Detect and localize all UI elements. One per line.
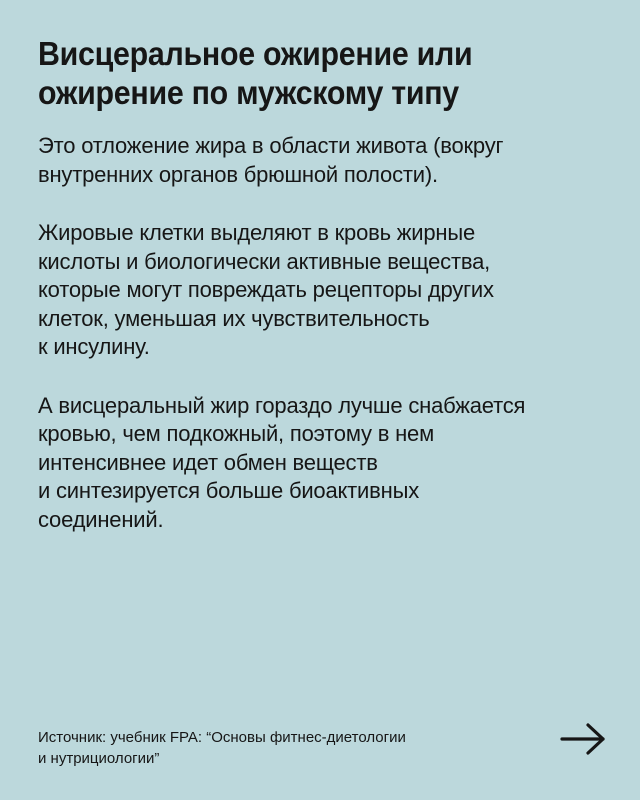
source-line-2: и нутрициологии” <box>38 750 160 767</box>
source-line-1: Источник: учебник FPA: “Основы фитнес-диетологии <box>38 729 406 746</box>
body-text <box>38 132 618 564</box>
paragraph-line: кровью, чем подкожный, поэтому в нем <box>38 421 435 446</box>
paragraph-line: клеток, уменьшая их чувствительность <box>38 305 430 331</box>
paragraph-line: А висцеральный жир гораздо лучше снабжается <box>38 392 526 418</box>
paragraph-line: Жировые клетки выделяют в кровь жирные <box>38 220 476 245</box>
paragraph-line: интенсивнее идет обмен веществ <box>38 449 378 475</box>
paragraph-line: внутренних органов брюшной полости). <box>38 161 438 187</box>
paragraph-line: которые могут повреждать рецепторы других <box>38 277 494 302</box>
paragraph-line: и синтезируется больше биоактивных <box>38 478 419 503</box>
paragraph-line: соединений. <box>38 506 164 532</box>
paragraph-blood-supply <box>38 392 618 535</box>
source-note <box>38 727 518 769</box>
title-line-1: Висцеральное ожирение или <box>38 35 473 72</box>
paragraph-line: кислоты и биологически активные вещества, <box>38 248 491 274</box>
page-title <box>38 34 572 112</box>
paragraph-line: Это отложение жира в области живота (вокруг <box>38 133 504 158</box>
paragraph-definition <box>38 132 618 189</box>
arrow-right-icon[interactable] <box>560 722 606 756</box>
paragraph-fat-cells <box>38 219 618 362</box>
title-line-2: ожирение по мужскому типу <box>38 74 459 111</box>
paragraph-line: к инсулину. <box>38 334 150 359</box>
